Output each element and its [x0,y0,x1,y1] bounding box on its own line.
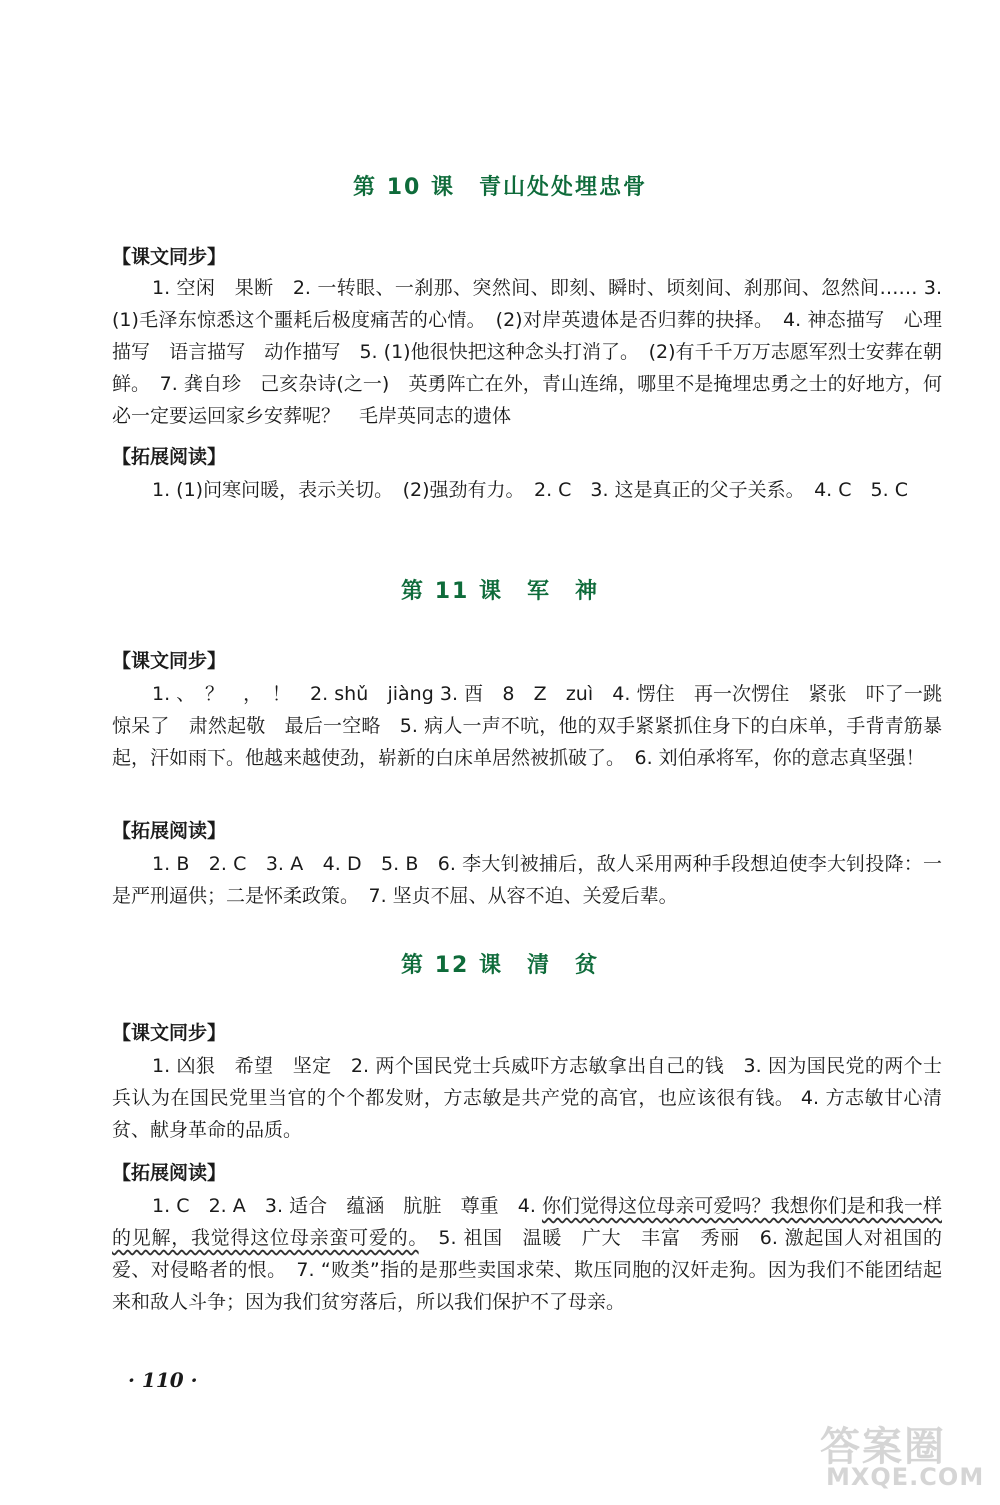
lesson-12-ext-text [112,1190,942,1318]
lesson-12-sync-text: 1. 凶狠 希望 坚定 2. 两个国民党士兵威吓方志敏拿出自己的钱 3. 因为国民党的两个士兵认为在国民党里当官的个个都发财，方志敏是共产党的高官，也应该很有钱。 4. 方志敏甘心清贫、献身革命的品质。 [112,1055,942,1141]
page-number: · 110 · [128,1368,198,1392]
watermark-sub: MXQE.COM [826,1463,985,1491]
lesson-12-sync-label: 【课文同步】 [112,1022,227,1044]
lesson-10-sync-text: 1. 空闲 果断 2. 一转眼、一刹那、突然间、即刻、瞬时、顷刻间、刹那间、忽然间…… 3. (1)毛泽东惊悉这个噩耗后极度痛苦的心情。 (2)对岸英遗体是否归葬的抉择。 4. 神态描写 心理描写 语言描写 动作描写 5. (1)他很快把这种念头打消了。 (2)有千千万万志愿军烈士安葬在朝鲜。 7. 龚自珍 己亥杂诗(之一) 英勇阵亡在外，青山连绵，哪里不是掩埋忠勇之士的好地方，何必一定要运回家乡安葬呢？ 毛岸英同志的遗体 [112,277,942,427]
lesson-10-ext-label: 【拓展阅读】 [112,446,227,468]
lesson-11-title: 第 11 课 军 神 [401,579,599,604]
lesson-12-ext-label: 【拓展阅读】 [112,1162,227,1184]
lesson-11-sync-text: 1. 、 ？ ， ！ 2. shǔ jiàng 3. 酉 8 Z zuì 4. 愣住 再一次愣住 紧张 吓了一跳 惊呆了 肃然起敬 最后一空略 5. 病人一声不吭，他的双手紧紧抓住身下的白床单，手背青筋暴起，汗如雨下。他越来越使劲，崭新的白床单居然被抓破了。 6. 刘伯承将军，你的意志真坚强！ [112,683,962,769]
lesson-11-sync-label: 【课文同步】 [112,650,227,672]
lesson-12-title: 第 12 课 清 贫 [401,953,599,978]
watermark-text: 答案圈 [820,1424,946,1470]
lesson-11-ext-text: 1. B 2. C 3. A 4. D 5. B 6. 李大钊被捕后，敌人采用两种手段想迫使李大钊投降：一是严刑逼供；二是怀柔政策。 7. 坚贞不屈、从容不迫、关爱后辈。 [112,853,942,907]
lesson-12-ext-text-a: 1. C 2. A 3. 适合 蕴涵 肮脏 尊重 4. [152,1195,542,1217]
lesson-11-ext-label: 【拓展阅读】 [112,820,227,842]
watermark-logo [820,1415,990,1500]
lesson-12-ext-text-underlined: 你们觉得这位母亲可爱吗？我想你们是和我一样的见解，我觉得这位母亲蛮可爱的。 [112,1195,942,1249]
lesson-10-title: 第 10 课 青山处处埋忠骨 [353,175,647,200]
lesson-10-sync-label: 【课文同步】 [112,246,227,268]
lesson-10-ext-text: 1. (1)问寒问暖，表示关切。 (2)强劲有力。 2. C 3. 这是真正的父子关系。 4. C 5. C [152,479,908,501]
lesson-12-ext-text-b: 5. 祖国 温暖 广大 丰富 秀丽 6. 激起国人对祖国的爱、对侵略者的恨。 7. “败类”指的是那些卖国求荣、欺压同胞的汉奸走狗。因为我们不能团结起来和敌人斗争；因为我们贫穷落后，所以我们保护不了母亲。 [112,1227,942,1313]
